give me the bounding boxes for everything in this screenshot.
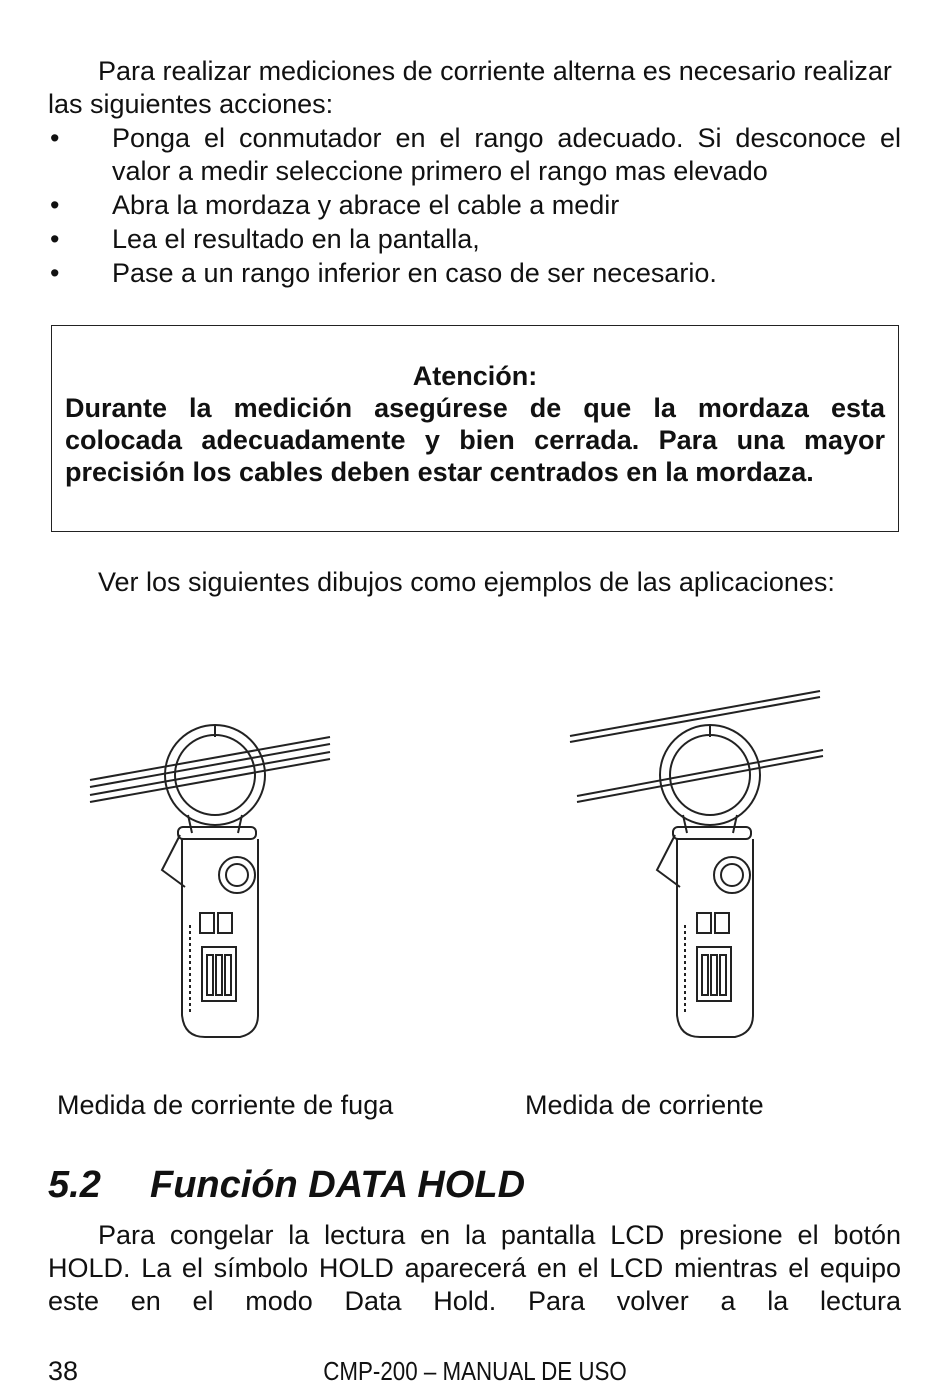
section-title: Función DATA HOLD (150, 1164, 526, 1206)
clamp-meter-leakage-illustration (80, 715, 340, 1045)
bullet-icon: • (50, 190, 60, 220)
footer-title: CMP-200 – MANUAL DE USO (323, 1356, 627, 1386)
step-text: Ponga el conmutador en el rango adecuado. Si desconoce el valor a medir seleccione primero el rango mas elevado (112, 123, 901, 186)
data-hold-paragraph: Para congelar la lectura en la pantalla LCD presione el botón HOLD. La el símbolo HOLD aparecerá en el LCD mientras el equipo este en el modo Data Hold. Para volver a la lectura (48, 1220, 901, 1316)
attention-title: Atención: (412, 361, 538, 391)
steps-list (48, 122, 901, 291)
clamp-meter-current-illustration (565, 688, 830, 1045)
step-text: Lea el resultado en la pantalla, (112, 224, 480, 254)
list-item (48, 257, 901, 290)
section-number: 5.2 (48, 1164, 101, 1206)
examples-intro: Ver los siguientes dibujos como ejemplos de las aplicaciones: (98, 567, 835, 597)
bullet-icon: • (50, 123, 60, 153)
intro-paragraph: Para realizar mediciones de corriente alterna es necesario realizar las siguientes acciones: (48, 56, 892, 119)
bullet-icon: • (50, 224, 60, 254)
list-item (48, 189, 901, 222)
left-figure-caption: Medida de corriente de fuga (57, 1090, 394, 1120)
page-number: 38 (48, 1356, 79, 1386)
right-figure-caption: Medida de corriente (525, 1090, 764, 1120)
attention-body: Durante la medición asegúrese de que la mordaza esta colocada adecuadamente y bien cerrada. Para una mayor precisión los cables deben estar centrados en la mordaza. (65, 393, 885, 487)
list-item (48, 223, 901, 256)
step-text: Pase a un rango inferior en caso de ser necesario. (112, 258, 717, 288)
section-heading (48, 1162, 525, 1208)
step-text: Abra la mordaza y abrace el cable a medir (112, 190, 620, 220)
attention-box (51, 325, 899, 532)
bullet-icon: • (50, 258, 60, 288)
list-item (48, 122, 901, 188)
